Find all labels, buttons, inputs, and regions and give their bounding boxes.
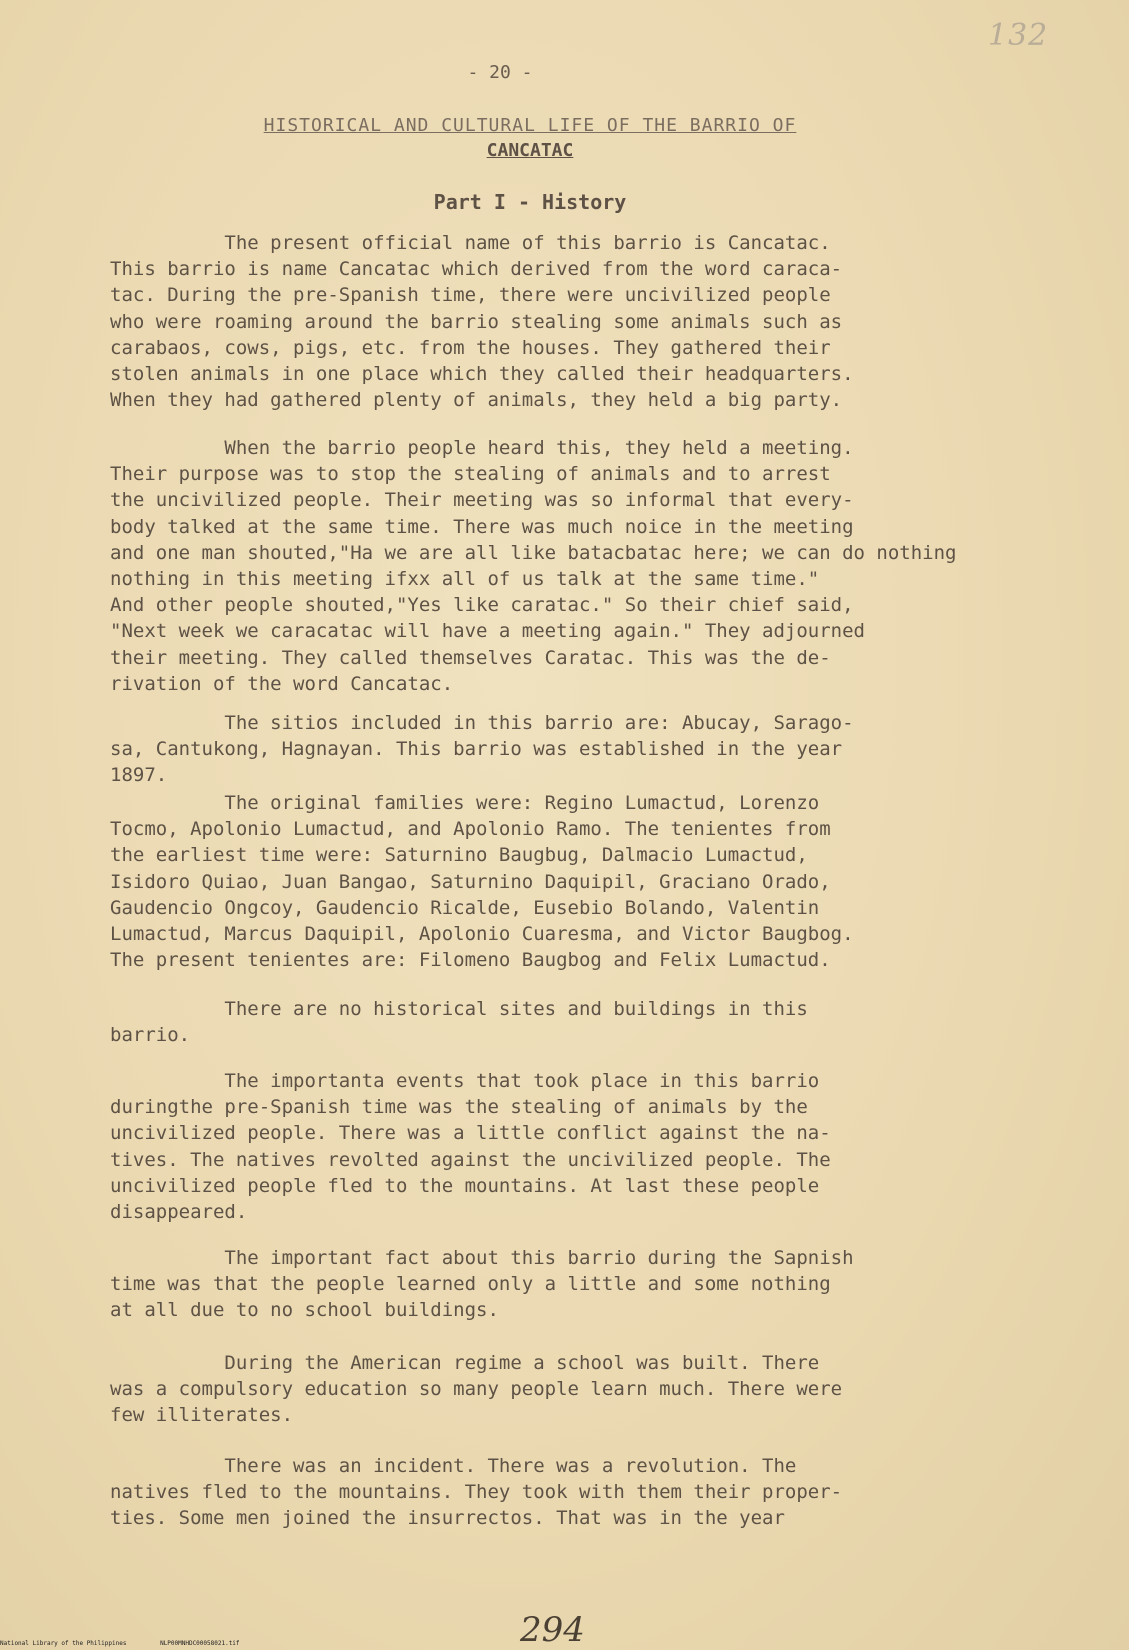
paragraph-6: The importanta events that took place in this barrio duringthe pre-Spanish time was the stealing of animals by the uncivilized people. There was a little conflict against the na- tives. The natives revolted against the uncivilized people. The uncivilized people fled to the mountains. At last these people disappeared. [110,1070,831,1224]
paragraph-9: There was an incident. There was a revolution. The natives fled to the mountains. They took with them their proper- ties. Some men joined the insurrectos. That was in the year [110,1455,843,1530]
footer-file-id: NLP00MNHDC00058021.tif [160,1640,240,1647]
handwritten-number: 294 [520,1610,585,1650]
document-title: HISTORICAL AND CULTURAL LIFE OF THE BARRIO OF [263,115,797,136]
paragraph-1: The present official name of this barrio is Cancatac. This barrio is name Cancatac which derived from the word caraca- tac. During the pre-Spanish time, there were uncivilized people who were roaming around the barrio stealing some animals such as carabaos, cows, pigs, etc. from the houses. They gathered their stolen animals in one place which they called their headquarters. When they had gathered plenty of animals, they held a big party. [110,232,854,412]
paragraph-8: During the American regime a school was built. There was a compulsory education so many people learn much. There were few illiterates. [110,1352,843,1427]
footer-library: National Library of the Philippines [0,1640,127,1647]
paragraph-7: The important fact about this barrio during the Sapnish time was that the people learned only a little and some nothing at all due to no school buildings. [110,1247,854,1322]
paragraph-5: There are no historical sites and buildings in this barrio. [110,998,808,1047]
part-heading: Part I - History [433,190,627,214]
scan-footer [0,1640,1129,1647]
page-number: - 20 - [467,62,533,83]
paragraph-3: The sitios included in this barrio are: Abucay, Sarago- sa, Cantukong, Hagnayan. This barrio was established in the year 1897. [110,712,854,787]
document-subtitle: CANCATAC [486,140,574,161]
paragraph-4: The original families were: Regino Lumactud, Lorenzo Tocmo, Apolonio Lumactud, and Apolonio Ramo. The tenientes from the earliest time were: Saturnino Baugbug, Dalmacio Lumactud, Isidoro Quiao, Juan Bangao, Saturnino Daquipil, Graciano Orado, Gaudencio Ongcoy, Gaudencio Ricalde, Eusebio Bolando, Valentin Lumactud, Marcus Daquipil, Apolonio Cuaresma, and Victor Baugbog. The present tenientes are: Filomeno Baugbog and Felix Lumactud. [110,792,854,972]
paragraph-2: When the barrio people heard this, they held a meeting. Their purpose was to stop the stealing of animals and to arrest the uncivilized people. Their meeting was so informal that every- body talked at the same time. There was much noice in the meeting and one man shouted,"Ha we are all like batacbatac here; we can do nothing nothing in this meeting ifxx all of us talk at the same time." And other people shouted,"Yes like caratac." So their chief said, "Next week we caracatac will have a meeting again." They adjourned their meeting. They called themselves Caratac. This was the de- rivation of the word Cancatac. [110,437,957,695]
corner-page-number: 132 [988,18,1049,53]
